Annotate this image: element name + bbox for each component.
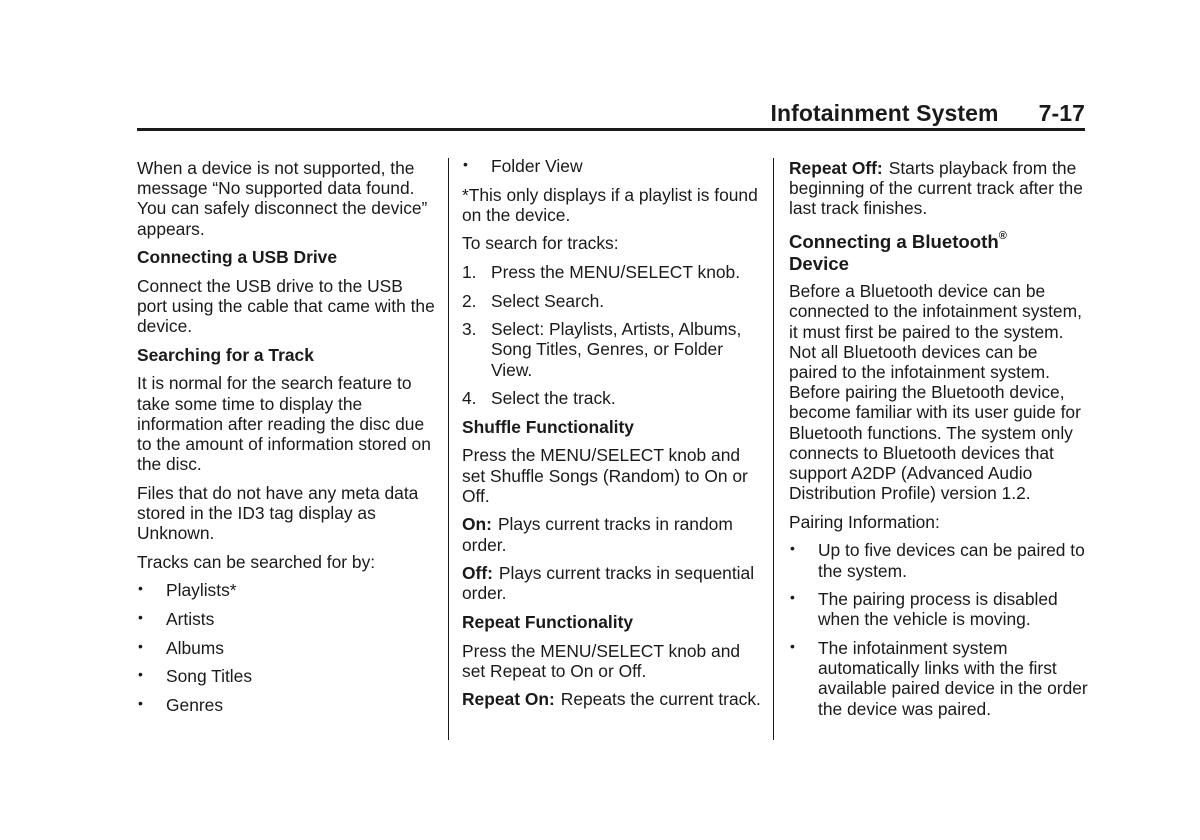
list-item: • Song Titles bbox=[138, 666, 253, 687]
list-item: • The pairing process is disabled when the vehicle is moving. bbox=[790, 589, 1058, 630]
repeat-heading: Repeat Functionality bbox=[462, 611, 634, 632]
page-number: 7-17 bbox=[1038, 100, 1085, 126]
list-item: • Up to five devices can be paired to the system. bbox=[790, 540, 1085, 581]
pairing-info-label: Pairing Information: bbox=[789, 511, 940, 532]
repeat-paragraph: Press the MENU/SELECT knob and set Repeat to On or Off. bbox=[462, 640, 741, 681]
search-heading: Searching for a Track bbox=[137, 344, 314, 365]
shuffle-on-paragraph: On: Plays current tracks in random order. bbox=[462, 514, 733, 555]
list-item: • Playlists* bbox=[138, 580, 237, 601]
column-2 bbox=[462, 158, 762, 718]
page-header bbox=[137, 100, 1085, 130]
bullet-icon: • bbox=[463, 156, 468, 172]
unsupported-device-paragraph: When a device is not supported, the message “No supported data found. You can safely disconnect the device” appears. bbox=[137, 158, 428, 239]
folder-view-list bbox=[462, 156, 762, 176]
column-divider-2 bbox=[773, 158, 774, 740]
bluetooth-paragraph: Before a Bluetooth device can be connected to the infotainment system, it must first be paired to the system. Not all Bluetooth devices can be paired to the infotainment system. Before pairing the Bluetooth device, become familiar with its user guide for Bluetooth functions. The system only connects to Bluetooth devices that support A2DP (Advanced Audio Distribution Profile) version 1.2. bbox=[789, 281, 1082, 504]
column-divider-1 bbox=[448, 158, 449, 740]
usb-heading: Connecting a USB Drive bbox=[137, 247, 338, 268]
bullet-icon: • bbox=[138, 637, 143, 654]
search-paragraph-2: Files that do not have any meta data stored in the ID3 tag display as Unknown. bbox=[137, 482, 419, 544]
playlist-note: *This only displays if a playlist is found on the device. bbox=[462, 184, 758, 225]
list-item: • The infotainment system automatically links with the first available paired device in the order the device was paired. bbox=[790, 638, 1088, 719]
repeat-on-paragraph: Repeat On: Repeats the current track. bbox=[462, 689, 761, 710]
bullet-icon: • bbox=[138, 608, 143, 625]
search-paragraph-1: It is normal for the search feature to take some time to display the information after reading the disc due to the amount of information stored on the disc. bbox=[137, 373, 431, 475]
bullet-icon: • bbox=[790, 638, 795, 654]
search-by-list bbox=[137, 580, 437, 715]
step-item: 2. Select Search. bbox=[462, 290, 605, 311]
step-item: 4. Select the track. bbox=[462, 388, 616, 409]
shuffle-paragraph: Press the MENU/SELECT knob and set Shuffle Songs (Random) to On or Off. bbox=[462, 445, 748, 506]
steps-intro: To search for tracks: bbox=[462, 233, 619, 254]
search-paragraph-3: Tracks can be searched for by: bbox=[137, 551, 376, 572]
shuffle-off-paragraph: Off: Plays current tracks in sequential order. bbox=[462, 563, 755, 604]
step-item: 3. Select: Playlists, Artists, Albums, Song Titles, Genres, or Folder View. bbox=[462, 319, 742, 380]
pairing-list bbox=[789, 540, 1089, 718]
bullet-icon: • bbox=[138, 694, 143, 711]
bullet-icon: • bbox=[138, 580, 143, 597]
bullet-icon: • bbox=[790, 540, 795, 557]
search-steps bbox=[462, 262, 762, 408]
usb-paragraph: Connect the USB drive to the USB port using the cable that came with the device. bbox=[137, 275, 435, 337]
header-rule bbox=[137, 128, 1085, 131]
bullet-icon: • bbox=[138, 666, 143, 683]
repeat-off-paragraph: Repeat Off: Starts playback from the beginning of the current track after the last track finishes. bbox=[789, 158, 1083, 219]
column-1 bbox=[137, 158, 437, 723]
bluetooth-heading: Connecting a Bluetooth® Device bbox=[789, 230, 1007, 275]
list-item: • Folder View bbox=[463, 156, 583, 176]
shuffle-heading: Shuffle Functionality bbox=[462, 416, 634, 437]
bullet-icon: • bbox=[790, 589, 795, 606]
list-item: • Artists bbox=[138, 608, 215, 629]
section-title: Infotainment System bbox=[770, 100, 999, 126]
column-3 bbox=[789, 158, 1089, 727]
step-item: 1. Press the MENU/SELECT knob. bbox=[462, 261, 741, 282]
list-item: • Albums bbox=[138, 637, 224, 658]
list-item: • Genres bbox=[138, 694, 224, 715]
